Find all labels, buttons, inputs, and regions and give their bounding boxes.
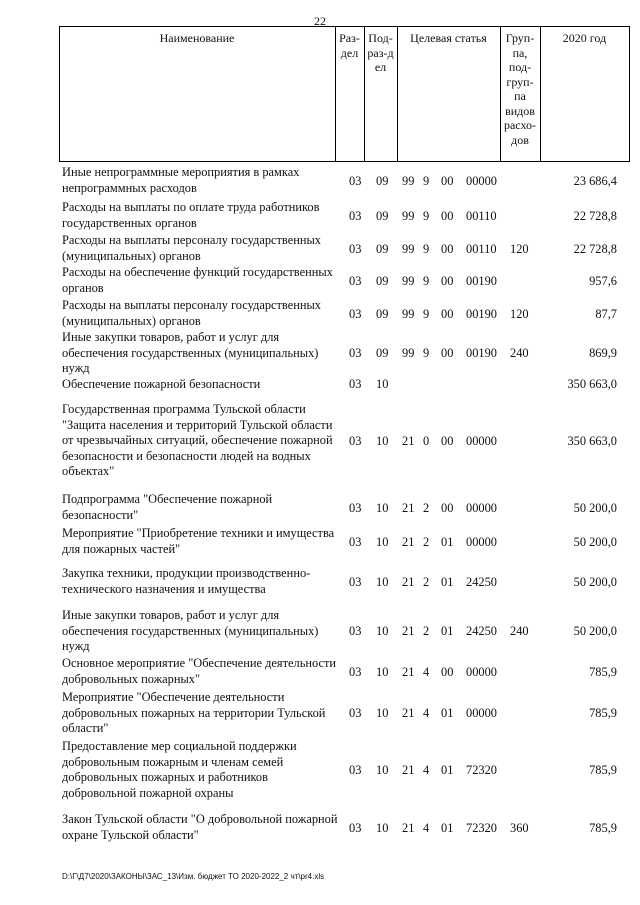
row-code-d: 00000 [466, 706, 497, 721]
row-code-d: 00000 [466, 173, 497, 188]
header-target: Целевая статья [410, 31, 487, 45]
row-name: Обеспечение пожарной безопасности [62, 377, 261, 391]
row-code-p: 10 [376, 763, 389, 777]
row-code-g: 240 [510, 624, 529, 639]
row-code-b: 9 [423, 346, 430, 361]
row-code-r: 03 [349, 433, 362, 448]
row-amount: 22 728,8 [573, 208, 617, 223]
table-row [0, 298, 640, 330]
row-amount: 957,6 [589, 273, 617, 288]
row-code-r: 03 [349, 763, 362, 777]
row-name: Предоставление мер социальной поддержки добровольным пожарным и членам семей добровольных пожарных и работников добровольной пожарной охраны [62, 739, 297, 800]
table-row [0, 656, 640, 688]
table-row [0, 330, 640, 376]
row-code-d: 24250 [466, 624, 497, 639]
row-code-a: 21 [402, 534, 415, 549]
row-code-c: 00 [441, 346, 454, 361]
row-code-a: 21 [402, 706, 415, 721]
row-code-p: 10 [376, 377, 389, 391]
row-name: Мероприятие "Приобретение техники и имущества для пожарных частей" [62, 526, 335, 556]
row-code-b: 4 [423, 820, 430, 835]
row-name: Иные закупки товаров, работ и услуг для обеспечения государственных (муниципальных) нужд [62, 330, 319, 375]
table-row [0, 608, 640, 654]
table-row [0, 165, 640, 197]
row-code-b: 2 [423, 500, 430, 515]
row-code-b: 2 [423, 624, 430, 639]
row-name: Иные непрограммные мероприятия в рамках непрограммных расходов [62, 165, 300, 195]
table-row [0, 233, 640, 265]
row-code-c: 01 [441, 534, 454, 549]
row-code-c: 01 [441, 574, 454, 589]
row-code-b: 9 [423, 241, 430, 256]
row-code-r: 03 [349, 534, 362, 549]
row-name: Закупка техники, продукции производственно-технического назначения и имущества [62, 566, 311, 596]
row-code-p: 09 [376, 306, 389, 321]
row-code-d: 00000 [466, 500, 497, 515]
row-amount: 87,7 [595, 306, 617, 321]
row-code-c: 01 [441, 763, 454, 777]
row-code-p: 10 [376, 706, 389, 721]
row-code-a: 21 [402, 763, 415, 777]
row-code-b: 9 [423, 306, 430, 321]
row-code-g: 120 [510, 306, 529, 321]
row-code-d: 24250 [466, 574, 497, 589]
row-amount: 50 200,0 [573, 534, 617, 549]
table-row [0, 200, 640, 232]
row-code-b: 2 [423, 534, 430, 549]
row-code-p: 09 [376, 241, 389, 256]
row-code-r: 03 [349, 664, 362, 679]
row-amount: 785,9 [589, 664, 617, 679]
row-code-g: 240 [510, 346, 529, 361]
row-code-p: 09 [376, 346, 389, 361]
table-row [0, 377, 640, 395]
row-code-b: 9 [423, 273, 430, 288]
row-amount: 50 200,0 [573, 574, 617, 589]
row-amount: 23 686,4 [573, 173, 617, 188]
row-code-d: 00000 [466, 534, 497, 549]
table-row [0, 739, 640, 801]
row-code-a: 99 [402, 346, 415, 361]
header-razdel: Раз-дел [339, 31, 360, 60]
row-code-r: 03 [349, 208, 362, 223]
row-code-d: 00190 [466, 306, 497, 321]
row-code-a: 21 [402, 574, 415, 589]
row-amount: 785,9 [589, 706, 617, 721]
row-name: Основное мероприятие "Обеспечение деятельности добровольных пожарных" [62, 656, 337, 686]
row-code-b: 9 [423, 208, 430, 223]
row-name: Расходы на выплаты персоналу государственных (муниципальных) органов [62, 298, 321, 328]
row-code-d: 00190 [466, 346, 497, 361]
row-code-a: 99 [402, 306, 415, 321]
row-code-r: 03 [349, 173, 362, 188]
row-code-c: 01 [441, 624, 454, 639]
row-code-r: 03 [349, 624, 362, 639]
table-row [0, 690, 640, 736]
row-code-p: 09 [376, 208, 389, 223]
file-path-footer: D:\Г\Д7\2020\ЗАКОНЫ\ЗАС_13\Изм. бюджет ТО 2020-2022_2 чт\pr4.xls [62, 872, 325, 881]
row-code-a: 21 [402, 664, 415, 679]
row-code-g: 120 [510, 241, 529, 256]
row-code-p: 10 [376, 820, 389, 835]
row-code-p: 10 [376, 574, 389, 589]
row-name: Расходы на выплаты персоналу государственных (муниципальных) органов [62, 233, 321, 263]
table-row [0, 492, 640, 524]
row-name: Закон Тульской области "О добровольной пожарной охране Тульской области" [62, 812, 338, 842]
header-group: Груп-па, под-груп-па видов расхо-дов [503, 31, 537, 147]
row-code-b: 9 [423, 173, 430, 188]
row-code-r: 03 [349, 346, 362, 361]
row-code-d: 00000 [466, 433, 497, 448]
row-code-c: 00 [441, 433, 454, 448]
table-header [59, 26, 630, 162]
row-code-r: 03 [349, 706, 362, 721]
row-code-p: 09 [376, 173, 389, 188]
header-podrazdel: Под-раз-дел [367, 31, 394, 74]
row-code-p: 10 [376, 534, 389, 549]
row-code-a: 99 [402, 208, 415, 223]
row-code-d: 00190 [466, 273, 497, 288]
page-number: 22 [314, 14, 326, 28]
header-year: 2020 год [562, 31, 607, 45]
row-name: Государственная программа Тульской области "Защита населения и территорий Тульской области от чрезвычайных ситуаций, обеспечение пожарной безопасности и безопасности людей на водных объектах" [62, 402, 333, 478]
row-code-c: 00 [441, 500, 454, 515]
row-code-c: 00 [441, 273, 454, 288]
row-code-b: 4 [423, 763, 430, 777]
row-code-d: 72320 [466, 763, 497, 777]
row-code-g: 360 [510, 820, 529, 835]
row-code-a: 21 [402, 500, 415, 515]
row-name: Мероприятие "Обеспечение деятельности добровольных пожарных на территории Тульской области" [62, 690, 326, 735]
row-code-a: 21 [402, 624, 415, 639]
row-code-p: 10 [376, 433, 389, 448]
row-code-b: 4 [423, 706, 430, 721]
row-code-p: 10 [376, 664, 389, 679]
row-amount: 785,9 [589, 763, 617, 777]
row-code-d: 00110 [466, 241, 497, 256]
row-code-c: 01 [441, 820, 454, 835]
row-name: Расходы на выплаты по оплате труда работников государственных органов [62, 200, 320, 230]
row-name: Расходы на обеспечение функций государственных органов [62, 265, 333, 295]
row-amount: 785,9 [589, 820, 617, 835]
row-code-a: 99 [402, 273, 415, 288]
row-code-r: 03 [349, 306, 362, 321]
row-code-b: 2 [423, 574, 430, 589]
row-code-c: 01 [441, 706, 454, 721]
row-code-c: 00 [441, 208, 454, 223]
row-code-d: 00000 [466, 664, 497, 679]
row-code-a: 21 [402, 433, 415, 448]
row-amount: 350 663,0 [567, 433, 617, 448]
table-row [0, 566, 640, 598]
row-code-r: 03 [349, 820, 362, 835]
table-row [0, 812, 640, 844]
row-amount: 22 728,8 [573, 241, 617, 256]
table-row [0, 402, 640, 482]
row-code-r: 03 [349, 241, 362, 256]
row-code-d: 00110 [466, 208, 497, 223]
row-code-p: 09 [376, 273, 389, 288]
row-name: Иные закупки товаров, работ и услуг для обеспечения государственных (муниципальных) нужд [62, 608, 319, 653]
row-code-r: 03 [349, 377, 362, 391]
row-amount: 50 200,0 [573, 624, 617, 639]
row-code-d: 72320 [466, 820, 497, 835]
row-code-c: 00 [441, 664, 454, 679]
row-code-r: 03 [349, 273, 362, 288]
header-name: Наименование [159, 31, 235, 45]
row-code-a: 21 [402, 820, 415, 835]
row-code-r: 03 [349, 574, 362, 589]
row-name: Подпрограмма "Обеспечение пожарной безопасности" [62, 492, 273, 522]
row-code-c: 00 [441, 306, 454, 321]
row-amount: 50 200,0 [573, 500, 617, 515]
table-row [0, 526, 640, 558]
row-code-b: 4 [423, 664, 430, 679]
row-code-a: 99 [402, 173, 415, 188]
row-code-p: 10 [376, 624, 389, 639]
row-code-c: 00 [441, 173, 454, 188]
row-amount: 869,9 [589, 346, 617, 361]
row-code-b: 0 [423, 433, 430, 448]
row-code-a: 99 [402, 241, 415, 256]
row-code-c: 00 [441, 241, 454, 256]
row-amount: 350 663,0 [567, 377, 617, 391]
row-code-r: 03 [349, 500, 362, 515]
table-row [0, 265, 640, 297]
row-code-p: 10 [376, 500, 389, 515]
